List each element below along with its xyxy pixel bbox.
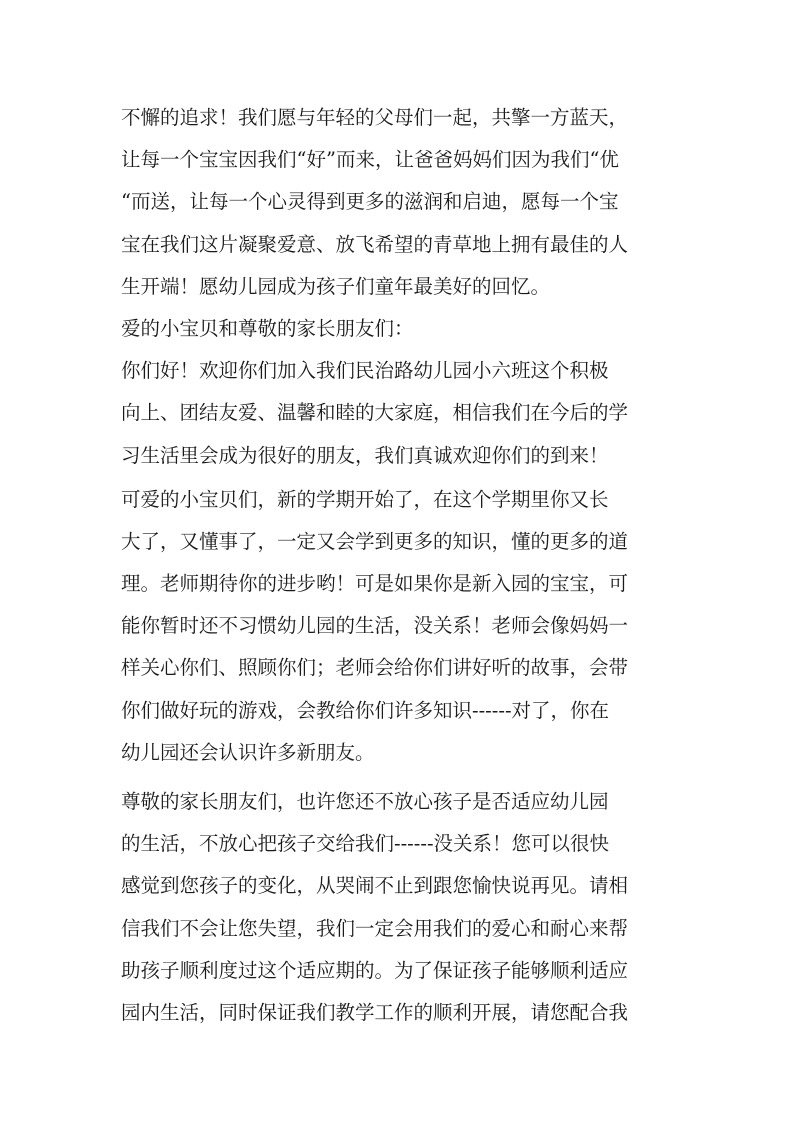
text-line: 幼儿园还会认识许多新朋友。 xyxy=(121,740,375,764)
text-line: 不懈的追求！我们愿与年轻的父母们一起，共擎一方蓝天， xyxy=(121,106,629,129)
text-line: 生开端！愿幼儿园成为孩子们童年最美好的回忆。 xyxy=(121,274,551,298)
text-line: 助孩子顺利度过这个适应期的。为了保证孩子能够顺利适应 xyxy=(121,958,629,982)
text-line: 可爱的小宝贝们，新的学期开始了，在这个学期里你又长 xyxy=(121,487,609,511)
text-line: 你们做好玩的游戏，会教给你们许多知识------对了，你在 xyxy=(121,698,610,722)
text-line: 习生活里会成为很好的朋友，我们真诚欢迎你们的到来！ xyxy=(121,443,609,467)
text-line: 宝在我们这片凝聚爱意、放飞希望的青草地上拥有最佳的人 xyxy=(121,232,629,256)
text-line: 样关心你们、照顾你们；老师会给你们讲好听的故事，会带 xyxy=(121,656,629,680)
text-line: 能你暂时还不习惯幼儿园的生活，没关系！老师会像妈妈一 xyxy=(121,614,629,638)
body-text xyxy=(121,97,676,1034)
text-line: 的生活，不放心把孩子交给我们------没关系！您可以很快 xyxy=(121,832,610,856)
text-line: 信我们不会让您失望，我们一定会用我们的爱心和耐心来帮 xyxy=(121,916,629,940)
text-line: “而送，让每一个心灵得到更多的滋润和启迪，愿每一个宝 xyxy=(121,190,619,214)
greeting-line: 爱的小宝贝和尊敬的家长朋友们： xyxy=(121,316,414,340)
text-line: 你们好！欢迎你们加入我们民治路幼儿园小六班这个积极 xyxy=(121,359,609,383)
text-line: 感觉到您孩子的变化，从哭闹不止到跟您愉快说再见。请相 xyxy=(121,874,629,898)
text-line: 向上、团结友爱、温馨和睦的大家庭，相信我们在今后的学 xyxy=(121,401,629,425)
text-line: 理。老师期待你的进步哟！可是如果你是新入园的宝宝，可 xyxy=(121,572,629,596)
text-line: 大了，又懂事了，一定又会学到更多的知识，懂的更多的道 xyxy=(121,529,629,553)
text-line: 园内生活，同时保证我们教学工作的顺利开展，请您配合我 xyxy=(121,1000,629,1024)
text-line: 让每一个宝宝因我们“好”而来，让爸爸妈妈们因为我们“优 xyxy=(121,148,619,172)
text-line: 尊敬的家长朋友们，也许您还不放心孩子是否适应幼儿园 xyxy=(121,790,609,813)
